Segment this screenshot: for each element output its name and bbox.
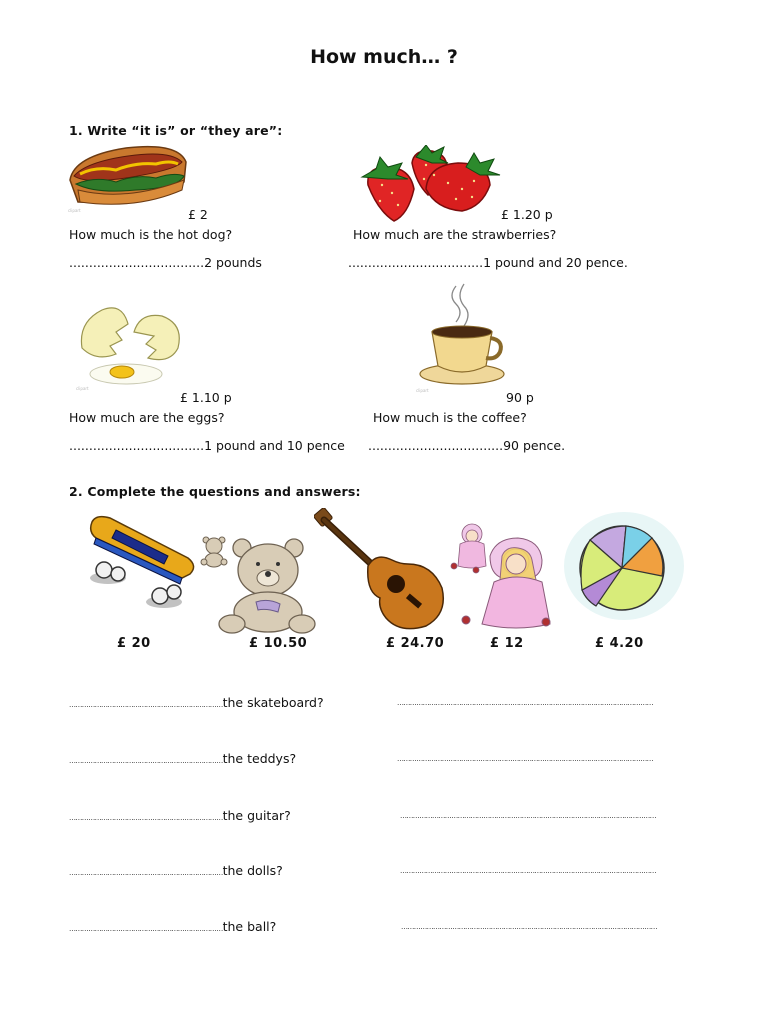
skateboard-price: £ 20 <box>117 636 151 651</box>
hot-dog-price: £ 2 <box>188 207 208 222</box>
answer-line-ball[interactable]: ………………………………………………………………………………………………………… <box>401 923 658 931</box>
eggs-price: £ 1.10 p <box>180 390 232 405</box>
svg-text:clipart: clipart <box>416 388 429 393</box>
eggs-icon <box>76 302 184 392</box>
doll-price: £ 12 <box>490 636 524 651</box>
hot-dog-answer: ..................................2 pounds <box>69 255 262 270</box>
question-line-skateboard[interactable]: ………………………………………………………………the skateboard? <box>69 695 324 710</box>
hot-dog-icon <box>66 140 192 214</box>
strawberries-icon <box>358 145 504 225</box>
hot-dog-question: How much is the hot dog? <box>69 227 233 242</box>
coffee-answer: ..................................90 pence. <box>368 438 566 453</box>
question-line-guitar[interactable]: ………………………………………………………………the guitar? <box>69 808 291 823</box>
svg-text:clipart: clipart <box>76 386 89 391</box>
coffee-icon <box>416 282 508 394</box>
section-1-heading: 1. Write “it is” or “they are”: <box>69 123 283 138</box>
answer-line-teddys[interactable]: ………………………………………………………………………………………………………… <box>397 755 654 763</box>
answer-line-dolls[interactable]: ………………………………………………………………………………………………………… <box>400 867 657 875</box>
answer-line-skateboard[interactable]: ………………………………………………………………………………………………………… <box>397 699 654 707</box>
teddy-icon <box>196 534 316 634</box>
doll-icon <box>446 520 566 632</box>
teddy-price: £ 10.50 <box>249 636 308 651</box>
eggs-question: How much are the eggs? <box>69 410 225 425</box>
strawberries-answer: ..................................1 pound and 20 pence. <box>348 255 628 270</box>
strawberries-question: How much are the strawberries? <box>353 227 557 242</box>
answer-line-guitar[interactable]: ………………………………………………………………………………………………………… <box>400 812 657 820</box>
section-2-heading: 2. Complete the questions and answers: <box>69 484 361 499</box>
eggs-answer: ..................................1 pound and 10 pence <box>69 438 345 453</box>
ball-icon <box>562 510 686 622</box>
ball-price: £ 4.20 <box>595 636 644 651</box>
svg-text:clipart: clipart <box>68 208 81 213</box>
coffee-question: How much is the coffee? <box>373 410 527 425</box>
page-title: How much… ? <box>310 46 458 68</box>
guitar-icon <box>314 508 450 634</box>
question-line-teddys[interactable]: ………………………………………………………………the teddys? <box>69 751 297 766</box>
strawberries-price: £ 1.20 p <box>501 207 553 222</box>
skateboard-icon <box>86 512 198 612</box>
question-line-ball[interactable]: ………………………………………………………………the ball? <box>69 919 277 934</box>
guitar-price: £ 24.70 <box>386 636 445 651</box>
coffee-price: 90 p <box>506 390 534 405</box>
question-line-dolls[interactable]: ………………………………………………………………the dolls? <box>69 863 283 878</box>
